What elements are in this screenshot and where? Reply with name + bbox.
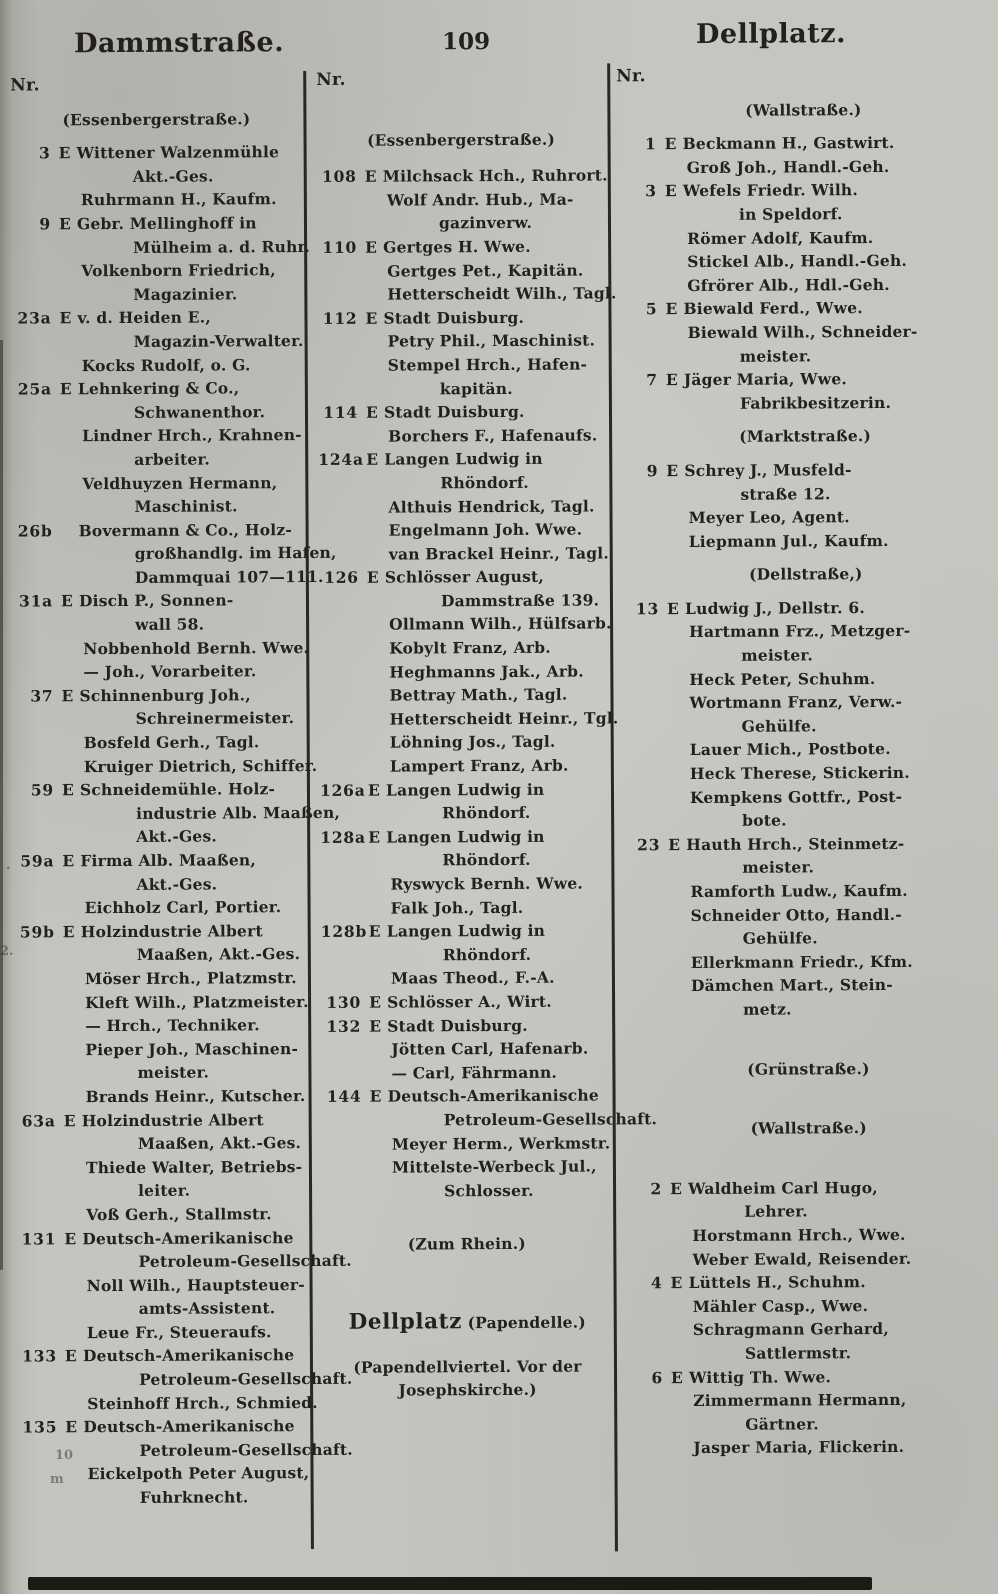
directory-entry	[617, 178, 991, 204]
entry-text: Wittener Walzenmühle	[76, 142, 280, 163]
owner-marker: E	[664, 181, 677, 201]
owner-marker: E	[62, 922, 75, 942]
entry-text: Deutsch-Amerikanische	[82, 1345, 295, 1366]
owner-marker: E	[369, 1086, 382, 1107]
directory-entry	[321, 989, 610, 1014]
entry-number: 2	[650, 1178, 663, 1198]
directory-entry	[622, 1175, 996, 1201]
resident-line: Maas Theod., F.-A.	[390, 968, 555, 988]
entry-continuation-line: Fabrikbesitzerin.	[739, 392, 892, 413]
page-header	[0, 0, 994, 60]
resident-line: Kobylt Franz, Arb.	[389, 637, 551, 658]
owner-marker: E	[64, 1346, 77, 1366]
owner-marker: E	[666, 598, 680, 618]
owner-marker: E	[64, 1228, 77, 1248]
entry-continuation-line: industrie Alb. Maaßen,	[136, 802, 341, 823]
entry-continuation-line: Magazin-Verwalter.	[133, 330, 304, 351]
resident-line: Zimmermann Hermann,	[693, 1389, 907, 1411]
entry-text: Lüttels H., Schuhm.	[688, 1272, 866, 1293]
entry-number: 126a	[319, 780, 366, 800]
section-note-line: Josephskirche.)	[398, 1379, 537, 1400]
directory-entry	[319, 565, 608, 590]
resident-continuation-line: metz.	[743, 999, 792, 1019]
entry-continuation-line: Rhöndorf.	[442, 944, 532, 965]
resident-line: Mittelste-Werbeck Jul.,	[391, 1156, 597, 1177]
entry-text: Gertges H. Wwe.	[383, 236, 531, 257]
nr-label: Nr.	[10, 75, 40, 96]
directory-entry	[11, 305, 303, 330]
entry-number: 5	[645, 299, 658, 319]
page-number: 109	[441, 28, 491, 56]
entry-text: Langen Ludwig in	[385, 779, 545, 800]
resident-line: Lampert Franz, Arb.	[389, 755, 569, 776]
owner-marker: E	[366, 567, 379, 587]
directory-entry	[317, 305, 606, 330]
owner-marker: E	[59, 308, 72, 328]
owner-marker: E	[666, 460, 679, 481]
resident-line: Eickelpoth Peter August,	[87, 1463, 310, 1484]
entry-text: Holzindustrie Albert	[80, 921, 263, 941]
directory-entry	[617, 296, 991, 322]
entry-text: Jäger Maria, Wwe.	[683, 369, 848, 390]
resident-line: van Brackel Heinr., Tagl.	[388, 543, 609, 564]
entry-text: Schrey J., Musfeld-	[684, 460, 852, 480]
entry-number: 114	[323, 402, 359, 423]
directory-entry	[623, 1364, 997, 1390]
entry-continuation-line: Petroleum-Gesellschaft.	[443, 1109, 658, 1130]
resident-line: Bosfeld Gerh., Tagl.	[83, 732, 260, 753]
resident-continuation-line: Maschinist.	[134, 496, 238, 516]
owner-marker: E	[59, 379, 72, 399]
entry-number: 59b	[19, 922, 55, 942]
resident-line: Schneider Otto, Handl.-	[690, 904, 902, 925]
resident-line: Kruiger Dietrich, Schiffer.	[83, 755, 318, 776]
entry-number: 6	[651, 1367, 664, 1387]
owner-marker: E	[58, 143, 71, 163]
resident-line: — Carl, Fährmann.	[391, 1062, 558, 1083]
resident-continuation-line: meister.	[739, 345, 812, 366]
entry-number: 128a	[320, 827, 366, 847]
entry-continuation-line: Akt.-Ges.	[136, 874, 218, 894]
directory-entry	[16, 1108, 308, 1133]
resident-line: Stickel Alb., Handl.-Geh.	[687, 251, 908, 272]
directory-entry	[13, 518, 305, 543]
entry-continuation-line: Schwanenthor.	[133, 401, 266, 422]
resident-line: Ollmann Wilh., Hülfsarb.	[389, 613, 612, 635]
entry-number: 144	[326, 1087, 362, 1107]
resident-line: Falk Joh., Tagl.	[390, 897, 524, 918]
entry-continuation-line: Dammstraße 139.	[440, 590, 600, 611]
resident-continuation-line: Magazinier.	[133, 284, 238, 304]
resident-continuation-line: leiter.	[138, 1180, 191, 1201]
entry-number: 59a	[20, 851, 55, 871]
page-edge-shadow	[0, 340, 3, 1270]
resident-line: Heck Therese, Stickerin.	[689, 762, 910, 784]
entry-text: Milchsack Hch., Ruhrort.	[382, 165, 608, 186]
header-street-left: Dammstraße.	[73, 27, 285, 60]
directory-entry	[620, 831, 994, 857]
scan-artifact-bar	[28, 1577, 872, 1590]
owner-marker: E	[368, 827, 381, 847]
directory-entry	[318, 400, 607, 425]
resident-continuation-line: arbeiter.	[134, 449, 211, 469]
directory-entry	[317, 234, 606, 259]
entry-number: 26b	[17, 521, 53, 541]
directory-entry	[320, 824, 609, 849]
owner-marker: E	[366, 449, 379, 470]
directory-entry	[318, 447, 607, 472]
resident-continuation-line: kapitän.	[439, 378, 513, 398]
section-note	[323, 1354, 612, 1403]
resident-line: Pieper Joh., Maschinen-	[85, 1038, 299, 1059]
directory-entry	[321, 1013, 610, 1038]
entry-text: Stadt Duisburg.	[383, 307, 525, 328]
owner-marker: E	[60, 591, 74, 611]
owner-marker: E	[369, 992, 382, 1012]
entry-number: 23a	[17, 308, 52, 328]
entry-number: 128b	[320, 921, 368, 942]
entry-number: 126	[324, 568, 359, 588]
street-heading: (Marktstraße.)	[739, 426, 872, 447]
resident-line: Steinhoff Hrch., Schmied.	[87, 1392, 318, 1413]
resident-line: Wolf Andr. Hub., Ma-	[386, 189, 574, 210]
entry-text: Lehnkering & Co.,	[77, 378, 240, 399]
resident-line: Liepmann Jul., Kaufm.	[688, 530, 889, 551]
resident-line: Eichholz Carl, Portier.	[84, 897, 282, 918]
entry-continuation-line: wall 58.	[135, 614, 205, 634]
resident-continuation-line: gazinverw.	[438, 213, 533, 233]
entry-number: 110	[322, 237, 358, 257]
entry-continuation-line: straße 12.	[740, 483, 831, 504]
entry-text: Langen Ludwig in	[386, 826, 545, 847]
entry-text: Stadt Duisburg.	[383, 401, 525, 422]
resident-line: Heck Peter, Schuhm.	[689, 668, 876, 689]
resident-line: Petry Phil., Maschinist.	[387, 330, 596, 351]
entry-number: 130	[326, 992, 362, 1012]
resident-line: Noll Wilh., Hauptsteuer-	[86, 1274, 305, 1295]
entry-text: Beckmann H., Gastwirt.	[682, 133, 895, 154]
entry-text: Waldheim Carl Hugo,	[688, 1177, 878, 1198]
entry-text: Schlösser August,	[384, 567, 544, 587]
owner-marker: E	[668, 834, 681, 854]
entry-continuation-line: Rhöndorf.	[442, 803, 531, 823]
resident-line: Kempkens Gottfr., Post-	[689, 786, 903, 807]
header-street-right: Dellplatz.	[695, 18, 847, 50]
owner-marker: E	[665, 370, 678, 390]
entry-continuation-line: Petroleum-Gesellschaft.	[138, 1250, 352, 1271]
entry-continuation-line: Maaßen, Akt.-Ges.	[136, 944, 301, 965]
entry-number: 133	[22, 1346, 57, 1366]
owner-marker: E	[670, 1273, 683, 1293]
directory-entry	[13, 683, 305, 708]
street-heading: (Wallstraße.)	[750, 1118, 867, 1138]
resident-line: Möser Hrch., Platzmstr.	[84, 968, 297, 989]
resident-continuation-line: Gehülfe.	[741, 716, 817, 736]
owner-marker: E	[365, 308, 378, 328]
entry-text: Schlösser A., Wirt.	[387, 991, 552, 1012]
resident-line: Horstmann Hrch., Wwe.	[692, 1224, 906, 1245]
entry-text: Holzindustrie Albert	[81, 1109, 264, 1130]
entry-text: Deutsch-Amerikanische	[83, 1416, 295, 1437]
directory-column-3	[616, 63, 997, 1460]
entry-number: 63a	[21, 1110, 56, 1131]
resident-line: Schragmann Gerhard,	[692, 1319, 889, 1340]
resident-line: Groß Joh., Handl.-Geh.	[686, 156, 890, 177]
directory-entry	[619, 595, 993, 621]
resident-continuation-line: Fuhrknecht.	[139, 1487, 249, 1507]
resident-line: Thiede Walter, Betriebs-	[85, 1156, 303, 1177]
resident-line: Weber Ewald, Reisender.	[692, 1248, 912, 1269]
entry-number: 25a	[17, 379, 52, 399]
resident-line: Nobbenhold Bernh. Wwe.	[83, 637, 310, 658]
resident-line: Hetterscheidt Heinr., Tgl.	[389, 708, 619, 729]
resident-line: Heghmanns Jak., Arb.	[389, 661, 584, 682]
nr-label: Nr.	[316, 69, 346, 90]
section-note-line: (Papendellviertel. Vor der	[353, 1356, 582, 1377]
resident-line: Brands Heinr., Kutscher.	[85, 1085, 306, 1107]
resident-line: Borchers F., Hafenaufs.	[388, 425, 598, 446]
street-heading: (Wallstraße.)	[745, 99, 862, 120]
street-heading: (Essenbergerstraße.)	[367, 129, 556, 150]
resident-line: Hartmann Frz., Metzger-	[689, 621, 911, 642]
entry-number: 112	[322, 308, 358, 328]
resident-line: Stempel Hrch., Hafen-	[387, 354, 588, 375]
resident-line: Kleft Wilh., Platzmeister.	[85, 991, 309, 1012]
owner-marker: E	[62, 851, 75, 871]
resident-line: Löhning Jos., Tagl.	[389, 732, 556, 753]
resident-line: Volkenborn Friedrich,	[81, 260, 276, 281]
entry-text: Schinnenburg Joh.,	[79, 685, 251, 706]
entry-number: 59	[30, 780, 55, 800]
section-title-main: Dellplatz	[348, 1309, 463, 1335]
entry-continuation-line: Petroleum-Gesellschaft.	[139, 1439, 353, 1460]
resident-line: Kocks Rudolf, o. G.	[81, 354, 251, 375]
entry-continuation-line: Rhöndorf.	[442, 850, 531, 870]
resident-continuation-line: Gärtner.	[745, 1414, 819, 1434]
resident-line: Dämchen Mart., Stein-	[690, 975, 893, 996]
scan-speck: 10	[55, 1448, 74, 1463]
resident-continuation-line: meister.	[741, 645, 813, 665]
entry-text: Biewald Ferd., Wwe.	[683, 298, 863, 319]
entry-text: v. d. Heiden E.,	[77, 307, 211, 328]
entry-continuation-line: Akt.-Ges.	[132, 166, 214, 186]
directory-entry	[618, 367, 992, 393]
directory-entry	[618, 457, 992, 483]
entry-continuation-line: Maaßen, Akt.-Ges.	[137, 1133, 302, 1154]
entry-number: 132	[326, 1016, 362, 1036]
entry-number: 13	[635, 599, 660, 619]
resident-line: Ramforth Ludw., Kaufm.	[690, 880, 908, 901]
entry-number: 124a	[318, 450, 364, 470]
resident-line: — Joh., Vorarbeiter.	[83, 661, 257, 682]
entry-text: Firma Alb. Maaßen,	[80, 850, 256, 871]
entry-number: 3	[38, 143, 51, 163]
entry-continuation-line: in Speldorf.	[738, 204, 843, 224]
entry-text: Ludwig J., Dellstr. 6.	[684, 597, 865, 618]
directory-entry	[320, 777, 609, 802]
entry-continuation-line: Mülheim a. d. Ruhr.	[133, 236, 311, 257]
entry-number: 23	[637, 834, 661, 855]
entry-continuation-line: Akt.-Ges.	[136, 826, 218, 847]
directory-entry	[15, 919, 307, 944]
street-heading: (Grünstraße.)	[747, 1058, 870, 1079]
entry-number: 1	[644, 134, 657, 154]
entry-continuation-line: meister.	[742, 857, 815, 878]
entry-number: 7	[646, 370, 658, 390]
entry-text: Wittig Th. Wwe.	[688, 1366, 832, 1387]
scan-speck: m	[50, 1472, 64, 1487]
directory-entry	[321, 919, 610, 944]
resident-line: Mähler Casp., Wwe.	[692, 1295, 869, 1316]
directory-entry	[317, 164, 606, 189]
entry-continuation-line: Schreinermeister.	[135, 708, 295, 729]
resident-line: Engelmann Joh. Wwe.	[388, 519, 583, 540]
owner-marker: E	[664, 134, 677, 154]
entry-text: Deutsch-Amerikanische	[82, 1227, 294, 1248]
section-title	[323, 1309, 612, 1335]
street-heading: (Zum Rhein.)	[407, 1234, 526, 1254]
resident-continuation-line: meister.	[137, 1062, 210, 1083]
entry-text: Gebr. Mellinghoff in	[76, 213, 257, 234]
entry-number: 37	[30, 686, 54, 706]
resident-line: Bettray Math., Tagl.	[389, 684, 568, 705]
owner-marker: E	[368, 921, 381, 941]
directory-entry	[14, 777, 306, 802]
directory-entry	[11, 211, 303, 236]
directory-entry	[617, 131, 991, 157]
entry-continuation-line: Rhöndorf.	[440, 472, 529, 493]
entry-text: Schneidemühle. Holz-	[79, 779, 276, 800]
entry-continuation-line: Lehrer.	[744, 1201, 808, 1222]
entry-continuation-line: Dammquai 107—111.	[134, 566, 324, 587]
resident-line: Lindner Hrch., Krahnen-	[82, 425, 302, 446]
resident-line: Ellerkmann Friedr., Kfm.	[690, 951, 913, 972]
directory-entry	[17, 1414, 309, 1439]
directory-entry	[12, 376, 304, 401]
scan-speck: 2.	[0, 944, 14, 959]
entry-continuation-line: großhandlg. im Hafen,	[134, 543, 337, 564]
section-title-subtitle: (Papendelle.)	[461, 1312, 586, 1333]
owner-marker: E	[669, 1178, 683, 1198]
entry-text: Langen Ludwig in	[384, 449, 543, 469]
resident-line: Wortmann Franz, Verw.-	[689, 692, 903, 713]
entry-text: Wefels Friedr. Wilh.	[682, 180, 859, 201]
street-heading: (Essenbergerstraße.)	[62, 108, 251, 129]
directory-entry	[13, 588, 305, 613]
directory-entry	[11, 140, 303, 165]
entry-text: Bovermann & Co., Holz-	[78, 519, 292, 540]
resident-continuation-line: Sattlermstr.	[744, 1343, 852, 1363]
resident-line: Römer Adolf, Kaufm.	[687, 227, 874, 248]
resident-line: Jasper Maria, Flickerin.	[693, 1437, 905, 1458]
entry-continuation-line: Petroleum-Gesellschaft.	[138, 1368, 353, 1389]
directory-entry	[322, 1084, 611, 1109]
entry-number: 9	[39, 214, 52, 234]
resident-line: Althuis Hendrick, Tagl.	[388, 495, 595, 517]
entry-number: 4	[650, 1273, 663, 1293]
owner-marker: E	[367, 780, 381, 800]
resident-line: Leue Fr., Steueraufs.	[86, 1322, 272, 1343]
owner-marker: E	[61, 780, 75, 800]
entry-number: 135	[22, 1417, 58, 1437]
directory-entry	[14, 848, 306, 873]
entry-number: 31a	[18, 591, 54, 611]
resident-continuation-line: Schlosser.	[444, 1180, 534, 1201]
resident-line: Gfrörer Alb., Hdl.-Geh.	[687, 274, 890, 295]
resident-line: Veldhuyzen Hermann,	[82, 472, 278, 493]
directory-entry	[622, 1270, 996, 1296]
resident-line: Meyer Herm., Werkmstr.	[391, 1132, 611, 1154]
entry-number: 3	[645, 181, 657, 201]
owner-marker: E	[670, 1367, 684, 1387]
entry-text: Stadt Duisburg.	[387, 1015, 528, 1036]
owner-marker: E	[61, 686, 74, 706]
owner-marker: E	[63, 1110, 76, 1130]
resident-line: Gertges Pet., Kapitän.	[387, 260, 584, 281]
resident-continuation-line: Gehülfe.	[742, 928, 818, 948]
entry-text: Langen Ludwig in	[386, 920, 546, 941]
resident-line: Jötten Carl, Hafenarb.	[391, 1038, 589, 1059]
owner-marker: E	[364, 166, 377, 186]
resident-line: Voß Gerh., Stallmstr.	[86, 1204, 272, 1225]
resident-line: Biewald Wilh., Schneider-	[687, 321, 918, 342]
resident-line: Hetterscheidt Wilh., Tagl.	[387, 283, 617, 304]
resident-line: Ruhrmann H., Kaufm.	[80, 189, 277, 210]
resident-line: Ryswyck Bernh. Wwe.	[390, 873, 584, 894]
resident-continuation-line: amts-Assistent.	[138, 1298, 276, 1319]
entry-number: 108	[321, 166, 357, 187]
entry-number: 131	[21, 1228, 57, 1249]
resident-line: Lauer Mich., Postbote.	[689, 739, 891, 760]
entry-text: Disch P., Sonnen-	[78, 590, 234, 611]
directory-entry	[17, 1343, 309, 1368]
resident-continuation-line: bote.	[742, 810, 787, 830]
resident-line: — Hrch., Techniker.	[85, 1015, 260, 1036]
owner-marker: E	[665, 299, 678, 319]
owner-marker: E	[365, 237, 378, 257]
entry-text: Hauth Hrch., Steinmetz-	[686, 833, 905, 854]
street-heading: (Dellstraße,)	[749, 564, 863, 584]
scan-speck: .	[6, 858, 11, 873]
owner-marker: E	[58, 214, 72, 234]
entry-text: Deutsch-Amerikanische	[387, 1085, 600, 1106]
entry-number: 9	[646, 461, 659, 481]
owner-marker: E	[65, 1417, 78, 1437]
nr-label: Nr.	[616, 66, 646, 87]
owner-marker: E	[365, 402, 379, 422]
resident-line: Meyer Leo, Agent.	[688, 507, 850, 528]
directory-entry	[16, 1226, 308, 1251]
owner-marker: E	[369, 1016, 382, 1036]
